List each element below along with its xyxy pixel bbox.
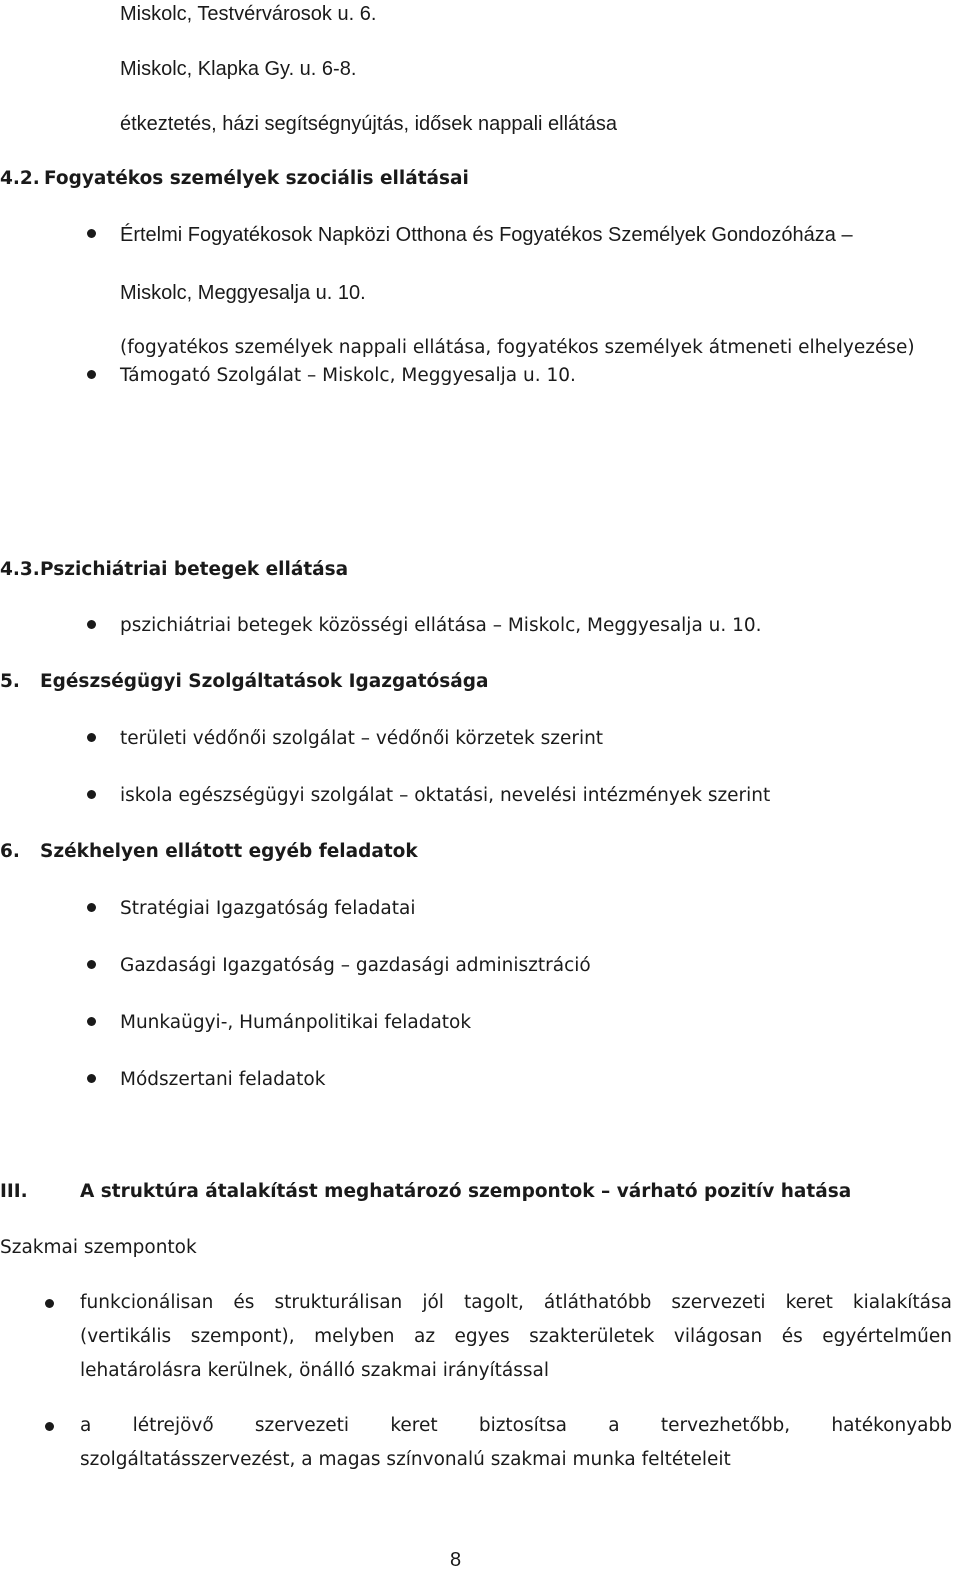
bullet-icon [87,1017,96,1026]
paragraph-line: a létrejövő szervezeti keret biztosítsa a tervezhetőbb, hatékonyabb [80,1415,952,1436]
bullet-icon [87,733,96,742]
list-item-address: Miskolc, Meggyesalja u. 10. [120,282,366,304]
list-item: Módszertani feladatok [120,1069,326,1090]
section-III-title: A struktúra átalakítást meghatározó szempontok – várható pozitív hatása [80,1181,852,1202]
subsection-title: Szakmai szempontok [0,1237,197,1258]
section-4-3-title: Pszichiátriai betegek ellátása [40,559,349,580]
paragraph-line: (vertikális szempont), melyben az egyes szakterületek világosan és egyértelműen [80,1326,952,1347]
list-item: pszichiátriai betegek közösségi ellátása – Miskolc, Meggyesalja u. 10. [120,615,762,636]
bullet-icon [45,1299,54,1308]
paragraph-line: lehatárolásra kerülnek, önálló szakmai irányítással [80,1360,549,1381]
services-line: étkeztetés, házi segítségnyújtás, idősek nappali ellátása [120,113,617,135]
bullet-icon [45,1422,54,1431]
section-III-number: III. [0,1181,28,1202]
page-number: 8 [450,1549,462,1571]
section-6-number: 6. [0,841,20,862]
address-line-1: Miskolc, Testvérvárosok u. 6. [120,3,377,25]
paragraph [80,1409,952,1477]
list-item: Támogató Szolgálat – Miskolc, Meggyesalja u. 10. [120,365,576,386]
section-5-title: Egészségügyi Szolgáltatások Igazgatósága [40,671,489,692]
bullet-icon [87,620,96,629]
bullet-icon [87,370,96,379]
list-item: iskola egészségügyi szolgálat – oktatási, nevelési intézmények szerint [120,785,771,806]
section-4-2-number: 4.2. [0,168,40,189]
bullet-icon [87,960,96,969]
list-item: Gazdasági Igazgatóság – gazdasági adminisztráció [120,955,591,976]
list-item-description: (fogyatékos személyek nappali ellátása, fogyatékos személyek átmeneti elhelyezése) [120,337,915,358]
list-item: Munkaügyi-, Humánpolitikai feladatok [120,1012,472,1033]
section-4-2-title: Fogyatékos személyek szociális ellátásai [44,168,469,189]
bullet-icon [87,790,96,799]
paragraph [80,1286,952,1388]
address-line-2: Miskolc, Klapka Gy. u. 6-8. [120,58,357,80]
section-6-title: Székhelyen ellátott egyéb feladatok [40,841,418,862]
section-5-number: 5. [0,671,20,692]
paragraph-line: funkcionálisan és strukturálisan jól tagolt, átláthatóbb szervezeti keret kialakítása [80,1292,952,1313]
list-item: Stratégiai Igazgatóság feladatai [120,898,416,919]
bullet-icon [87,903,96,912]
bullet-icon [87,229,96,238]
paragraph-line: szolgáltatásszervezést, a magas színvonalú szakmai munka feltételeit [80,1449,731,1470]
list-item: Értelmi Fogyatékosok Napközi Otthona és Fogyatékos Személyek Gondozóháza – [120,224,853,246]
bullet-icon [87,1074,96,1083]
section-4-3-number: 4.3. [0,559,40,580]
list-item: területi védőnői szolgálat – védőnői körzetek szerint [120,728,604,749]
